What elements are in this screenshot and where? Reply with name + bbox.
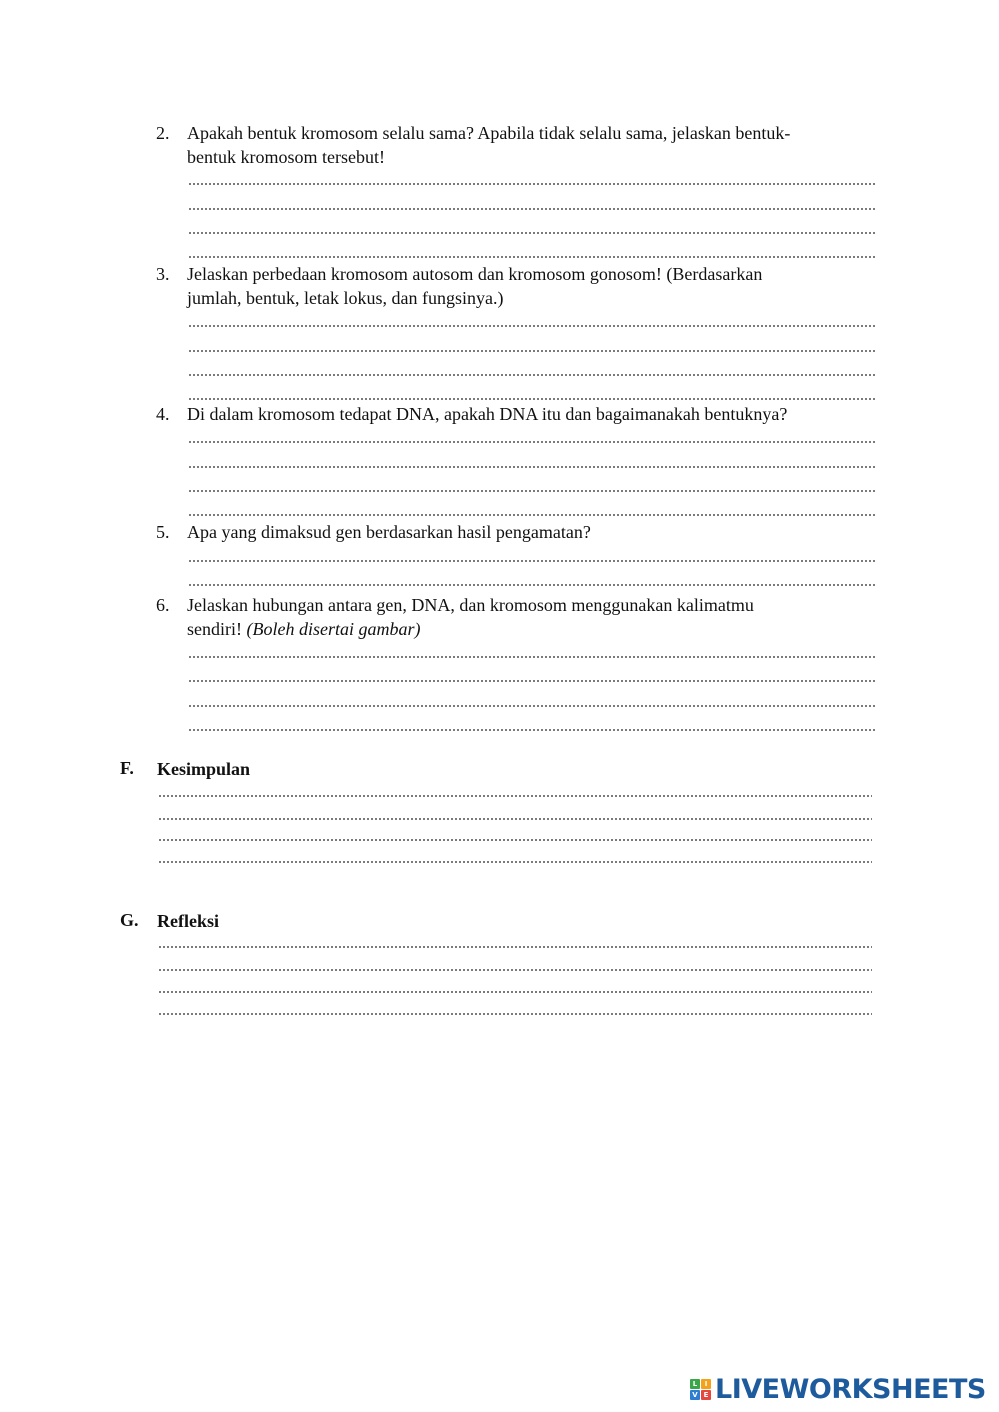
question-6-italic-note: (Boleh disertai gambar) (246, 619, 421, 639)
question-6-answer-line[interactable] (188, 705, 876, 707)
question-6-answer-line[interactable] (188, 656, 876, 658)
question-6-text-prefix: sendiri! (187, 619, 247, 639)
liveworksheets-logo (690, 1372, 986, 1406)
question-2-answer-line[interactable] (188, 232, 876, 234)
question-3-answer-line[interactable] (188, 398, 876, 400)
question-6-text-line1: Jelaskan hubungan antara gen, DNA, dan kromosom menggunakan kalimatmu (187, 595, 754, 615)
logo-mark-icon (690, 1379, 711, 1400)
reflection-answer-line[interactable] (158, 1013, 872, 1015)
question-4-answer-line[interactable] (188, 466, 876, 468)
question-5-text-line1: Apa yang dimaksud gen berdasarkan hasil pengamatan? (187, 522, 591, 542)
section-f-letter: F. (120, 758, 134, 778)
question-6-number: 6. (156, 595, 170, 615)
question-4-text-line1: Di dalam kromosom tedapat DNA, apakah DNA itu dan bagaimanakah bentuknya? (187, 404, 788, 424)
question-5-answer-line[interactable] (188, 560, 876, 562)
question-3-answer-line[interactable] (188, 374, 876, 376)
question-3-answer-line[interactable] (188, 325, 876, 327)
conclusion-answer-line[interactable] (158, 818, 872, 820)
question-4-answer-line[interactable] (188, 441, 876, 443)
logo-text: LIVEWORKSHEETS (715, 1373, 986, 1405)
logo-mark-cell: I (701, 1379, 711, 1389)
logo-mark-cell: E (701, 1390, 711, 1400)
section-f-title: Kesimpulan (157, 759, 251, 779)
question-2-answer-line[interactable] (188, 256, 876, 258)
reflection-answer-line[interactable] (158, 969, 872, 971)
question-5-answer-line[interactable] (188, 584, 876, 586)
question-2-answer-line[interactable] (188, 183, 876, 185)
question-6-answer-line[interactable] (188, 680, 876, 682)
conclusion-answer-line[interactable] (158, 795, 872, 797)
question-3-text-line1: Jelaskan perbedaan kromosom autosom dan kromosom gonosom! (Berdasarkan (187, 264, 763, 284)
question-2-number: 2. (156, 123, 170, 143)
question-5-number: 5. (156, 522, 170, 542)
question-2-answer-line[interactable] (188, 208, 876, 210)
reflection-answer-line[interactable] (158, 946, 872, 948)
section-g-title: Refleksi (157, 911, 219, 931)
question-3-answer-line[interactable] (188, 350, 876, 352)
question-3-text-line2: jumlah, bentuk, letak lokus, dan fungsinya.) (187, 288, 504, 308)
question-3-number: 3. (156, 264, 170, 284)
conclusion-answer-line[interactable] (158, 861, 872, 863)
question-6-text-line2 (187, 617, 420, 641)
conclusion-answer-line[interactable] (158, 839, 872, 841)
question-2-text-line2: bentuk kromosom tersebut! (187, 147, 385, 167)
logo-mark-cell: L (690, 1379, 700, 1389)
question-6-answer-line[interactable] (188, 729, 876, 731)
section-g-letter: G. (120, 910, 139, 930)
question-4-answer-line[interactable] (188, 490, 876, 492)
question-4-answer-line[interactable] (188, 514, 876, 516)
question-2-text-line1: Apakah bentuk kromosom selalu sama? Apabila tidak selalu sama, jelaskan bentuk- (187, 123, 791, 143)
question-4-number: 4. (156, 404, 170, 424)
logo-mark-cell: V (690, 1390, 700, 1400)
reflection-answer-line[interactable] (158, 991, 872, 993)
